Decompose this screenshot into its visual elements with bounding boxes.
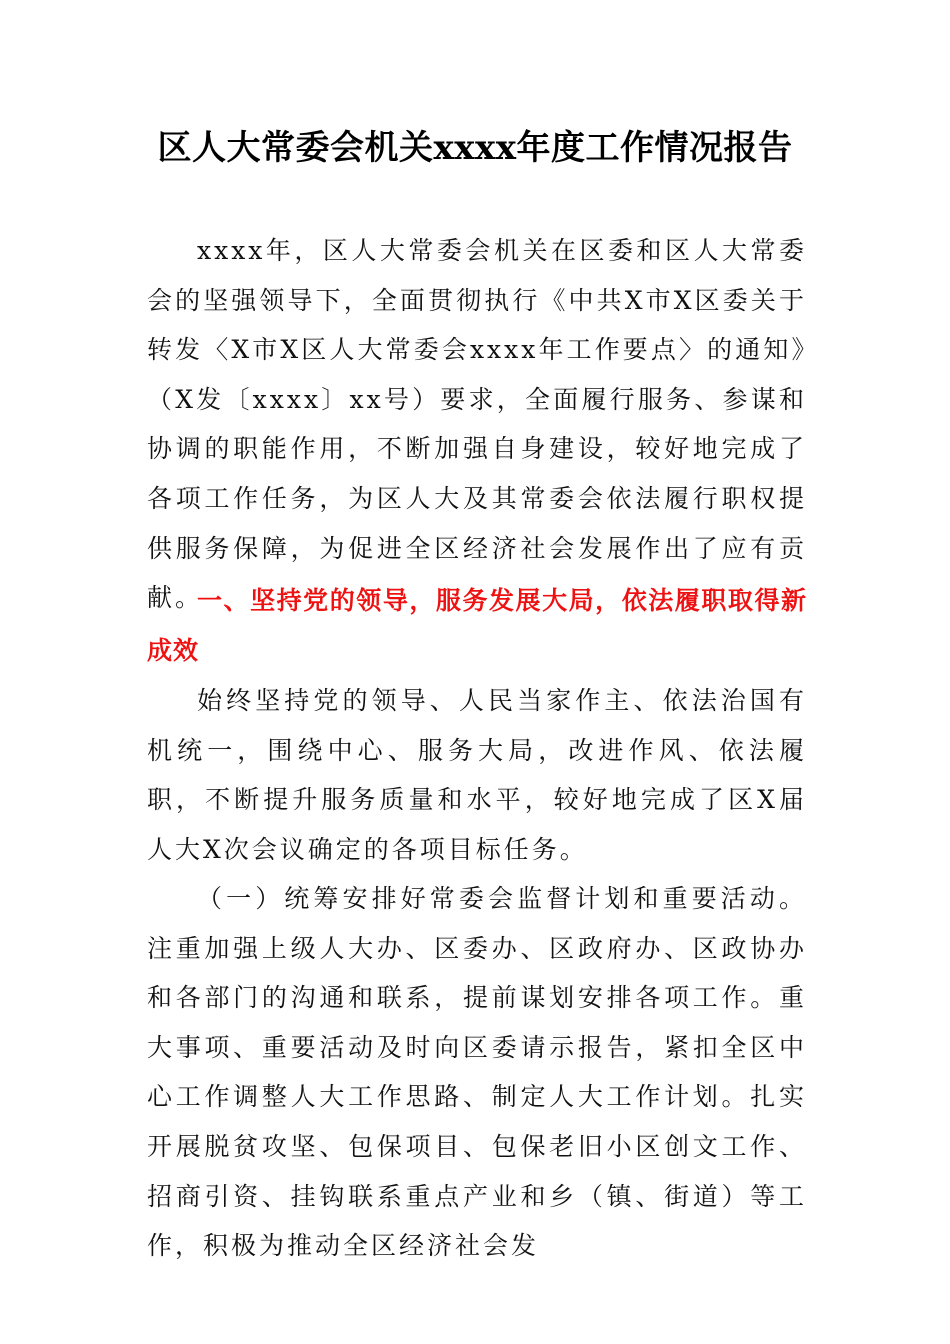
section-intro-paragraph: 始终坚持党的领导、人民当家作主、依法治国有机统一，围绕中心、服务大局，改进作风、依法履职，不断提升服务质量和水平，较好地完成了区X届人大X次会议确定的各项目标任务。: [147, 686, 807, 864]
document-title: 区人大常委会机关xxxx年度工作情况报告: [157, 128, 793, 168]
section-heading: 一、坚持党的领导，服务发展大局，依法履职取得新成效: [147, 586, 807, 665]
intro-paragraph: xxxx年，区人大常委会机关在区委和区人大常委会的坚强领导下，全面贯彻执行《中共X市X区委关于转发〈X市X区人大常委会xxxx年工作要点〉的通知》（X发〔xxxx〕xx号）要求，全面履行服务、参谋和协调的职能作用，不断加强自身建设，较好地完成了各项工作任务，为区人大及其常委会依法履行职权提供服务保障，为促进全区经济社会发展作出了应有贡献。: [147, 236, 807, 613]
subsection-paragraph: （一）统筹安排好常委会监督计划和重要活动。注重加强上级人大办、区委办、区政府办、区政协办和各部门的沟通和联系，提前谋划安排各项工作。重大事项、重要活动及时向区委请示报告，紧扣全区中心工作调整人大工作思路、制定人大工作计划。扎实开展脱贫攻坚、包保项目、包保老旧小区创文工作、招商引资、挂钩联系重点产业和乡（镇、街道）等工作，积极为推动全区经济社会发: [147, 884, 807, 1261]
